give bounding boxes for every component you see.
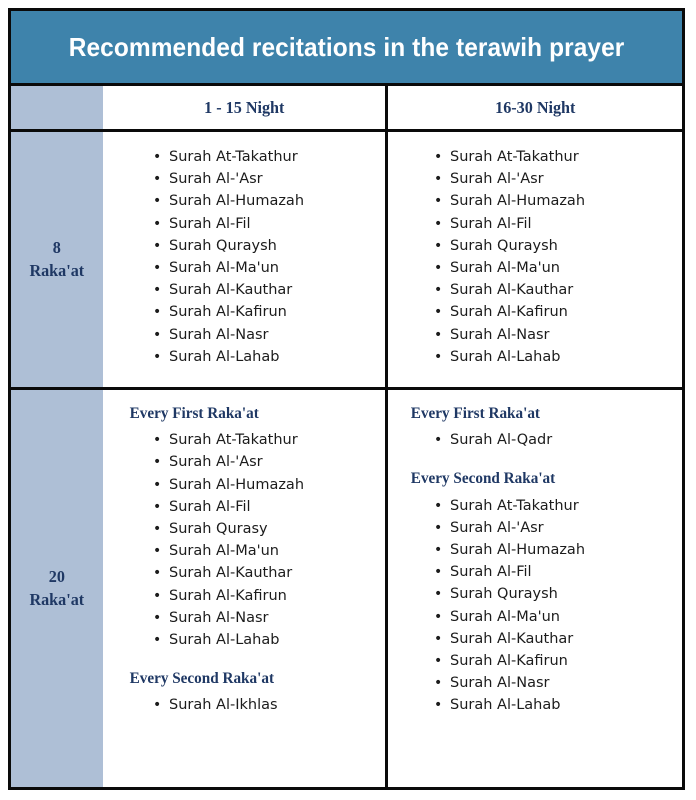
surah-list-item: • Surah Quraysh [388,583,682,605]
rakaat-count: 20 [48,566,66,586]
surah-list-item: • Surah Qurasy [103,518,385,540]
column-header-night-16-30 [385,86,682,129]
surah-list-item: • Surah Al-Ma'un [388,606,682,628]
surah-list-item: • Surah Al-Lahab [103,629,385,651]
surah-list-item: • Surah Al-Kafirun [103,585,385,607]
rakaat-unit: Raka'at [29,260,85,280]
surah-list [388,146,682,368]
table-title-banner [11,11,682,86]
surah-list-item: • Surah At-Takathur [388,495,682,517]
surah-list-item: • Surah Al-Humazah [388,190,682,212]
row-stub-label [30,237,85,283]
surah-list-item: • Surah Al-Nasr [103,607,385,629]
surah-list-item: • Surah Al-Humazah [103,190,385,212]
surah-list-item: • Surah Al-Lahab [103,346,385,368]
recitation-group-second-rakaat [103,669,385,716]
surah-list-item: • Surah Al-'Asr [103,451,385,473]
surah-list-item: • Surah Al-Kauthar [103,562,385,584]
column-header-label: 1 - 15 Night [203,97,285,117]
surah-list-item: • Surah Al-Ma'un [103,540,385,562]
rakaat-count: 8 [52,237,62,257]
surah-list-item: • Surah Al-Kauthar [388,628,682,650]
surah-list-item: • Surah Al-'Asr [388,168,682,190]
surah-list-item: • Surah Al-Humazah [388,539,682,561]
cell-20-rakaat-night-16-30 [385,390,682,787]
row-stub-8-rakaat [11,132,103,387]
surah-list-item: • Surah Al-Ma'un [388,257,682,279]
surah-list-item: • Surah Al-Nasr [103,324,385,346]
surah-list-item: • Surah Al-Fil [388,561,682,583]
cell-8-rakaat-night-16-30 [385,132,682,387]
page-title: Recommended recitations in the terawih prayer [68,31,625,62]
table-row-8-rakaat [11,132,682,390]
surah-list [103,694,385,716]
recitation-group-second-rakaat [388,469,682,716]
surah-list-item: • Surah Al-Kafirun [388,650,682,672]
surah-list-item: • Surah Al-Fil [103,496,385,518]
surah-list-item: • Surah Al-'Asr [103,168,385,190]
surah-list-item: • Surah Al-Kafirun [103,301,385,323]
surah-list-item: • Surah Quraysh [103,235,385,257]
surah-list [388,495,682,717]
row-stub-label [30,566,85,612]
rakaat-unit: Raka'at [29,589,85,609]
table-header-row [11,86,682,132]
cell-20-rakaat-night-1-15 [103,390,385,787]
surah-list-item: • Surah Al-Nasr [388,324,682,346]
surah-list-item: • Surah Quraysh [388,235,682,257]
table-corner-cell [11,86,103,129]
recitation-group [388,146,682,368]
recitation-group-first-rakaat [103,404,385,651]
recitation-group [103,146,385,368]
surah-list-item: • Surah Al-Fil [388,213,682,235]
table-row-20-rakaat [11,390,682,787]
cell-8-rakaat-night-1-15 [103,132,385,387]
surah-list-item: • Surah Al-Lahab [388,346,682,368]
column-header-night-1-15 [103,86,385,129]
surah-list-item: • Surah Al-Ikhlas [103,694,385,716]
surah-list-item: • Surah Al-Kauthar [388,279,682,301]
surah-list-item: • Surah Al-Ma'un [103,257,385,279]
surah-list-item: • Surah Al-Humazah [103,474,385,496]
group-title: Every Second Raka'at [129,670,274,688]
group-title: Every First Raka'at [129,405,259,422]
group-title: Every Second Raka'at [410,470,556,488]
surah-list [388,429,682,451]
surah-list-item: • Surah Al-'Asr [388,517,682,539]
recitation-table [8,8,685,790]
surah-list-item: • Surah At-Takathur [103,429,385,451]
table-grid [11,86,682,787]
recitation-group-first-rakaat [388,404,682,451]
row-stub-20-rakaat [11,390,103,787]
group-title: Every First Raka'at [410,405,540,422]
column-header-label: 16-30 Night [494,97,576,117]
surah-list-item: • Surah At-Takathur [103,146,385,168]
surah-list [103,429,385,651]
surah-list [103,146,385,368]
surah-list-item: • Surah At-Takathur [388,146,682,168]
surah-list-item: • Surah Al-Lahab [388,694,682,716]
surah-list-item: • Surah Al-Kafirun [388,301,682,323]
surah-list-item: • Surah Al-Qadr [388,429,682,451]
surah-list-item: • Surah Al-Nasr [388,672,682,694]
surah-list-item: • Surah Al-Fil [103,213,385,235]
surah-list-item: • Surah Al-Kauthar [103,279,385,301]
